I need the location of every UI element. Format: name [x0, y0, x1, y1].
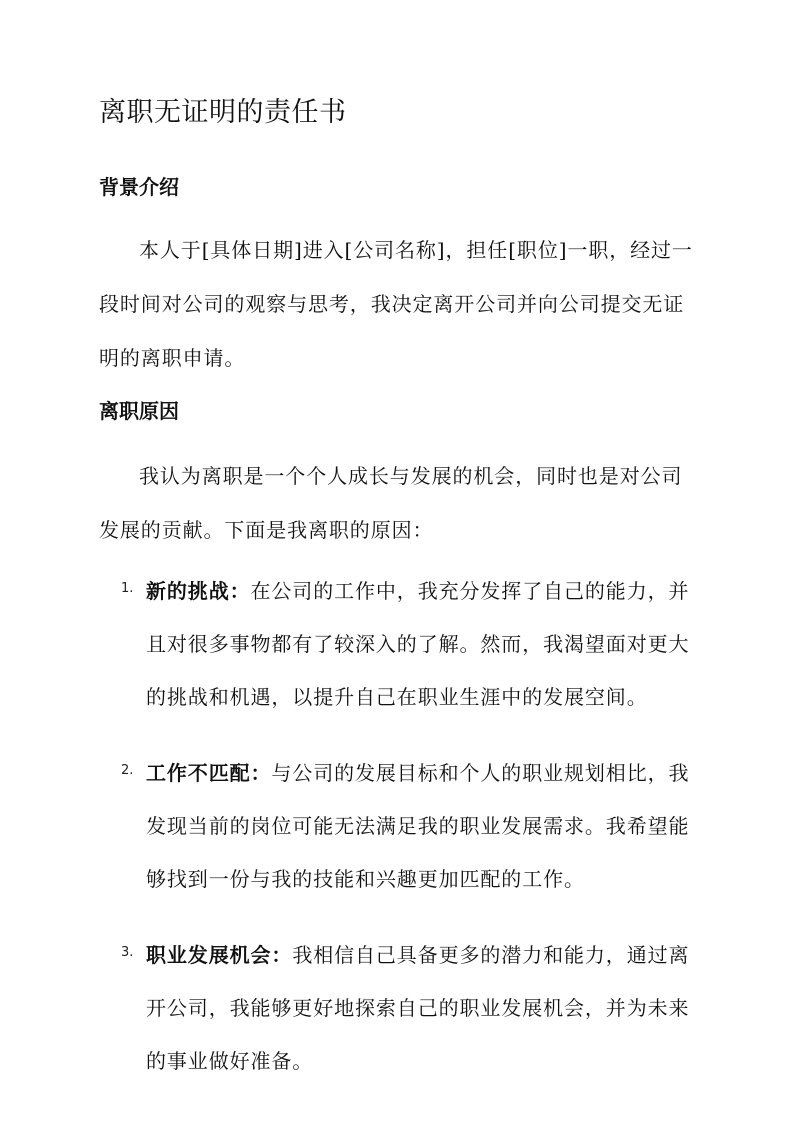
list-item-title: 新的挑战： [146, 579, 251, 603]
list-item-content [146, 747, 700, 906]
list-item-title: 工作不匹配： [146, 761, 272, 785]
list-item-text: 在公司的工作中，我充分发挥了自己的能力，并且对很多事物都有了较深入的了解。然而，我渴望面对更大的挑战和机遇，以提升自己在职业生涯中的发展空间。 [146, 579, 690, 709]
list-item [0, 565, 800, 724]
document-title: 离职无证明的责任书 [99, 97, 347, 128]
list-item-text: 与公司的发展目标和个人的职业规划相比，我发现当前的岗位可能无法满足我的职业发展需求。我希望能够找到一份与我的技能和兴趣更加匹配的工作。 [146, 761, 690, 891]
list-item [0, 929, 800, 1088]
list-item-number: 1. [121, 581, 134, 596]
list-item-text: 我相信自己具备更多的潜力和能力，通过离开公司，我能够更好地探索自己的职业发展机会，并为未来的事业做好准备。 [146, 943, 690, 1073]
list-item-content [146, 565, 700, 724]
reasons-intro-paragraph: 我认为离职是一个个人成长与发展的机会，同时也是对公司发展的贡献。下面是我离职的原因： [99, 464, 683, 542]
background-paragraph: 本人于[具体日期]进入[公司名称]，担任[职位]一职，经过一段时间对公司的观察与思考，我决定离开公司并向公司提交无证明的离职申请。 [99, 238, 693, 370]
section-heading-background: 背景介绍 [99, 175, 179, 199]
list-item-number: 3. [121, 945, 134, 960]
list-item-number: 2. [121, 763, 134, 778]
list-item-title: 职业发展机会： [146, 943, 293, 967]
list-item-content [146, 929, 700, 1088]
section-heading-reasons: 离职原因 [99, 399, 179, 423]
list-item [0, 747, 800, 906]
reasons-list [0, 565, 800, 1111]
